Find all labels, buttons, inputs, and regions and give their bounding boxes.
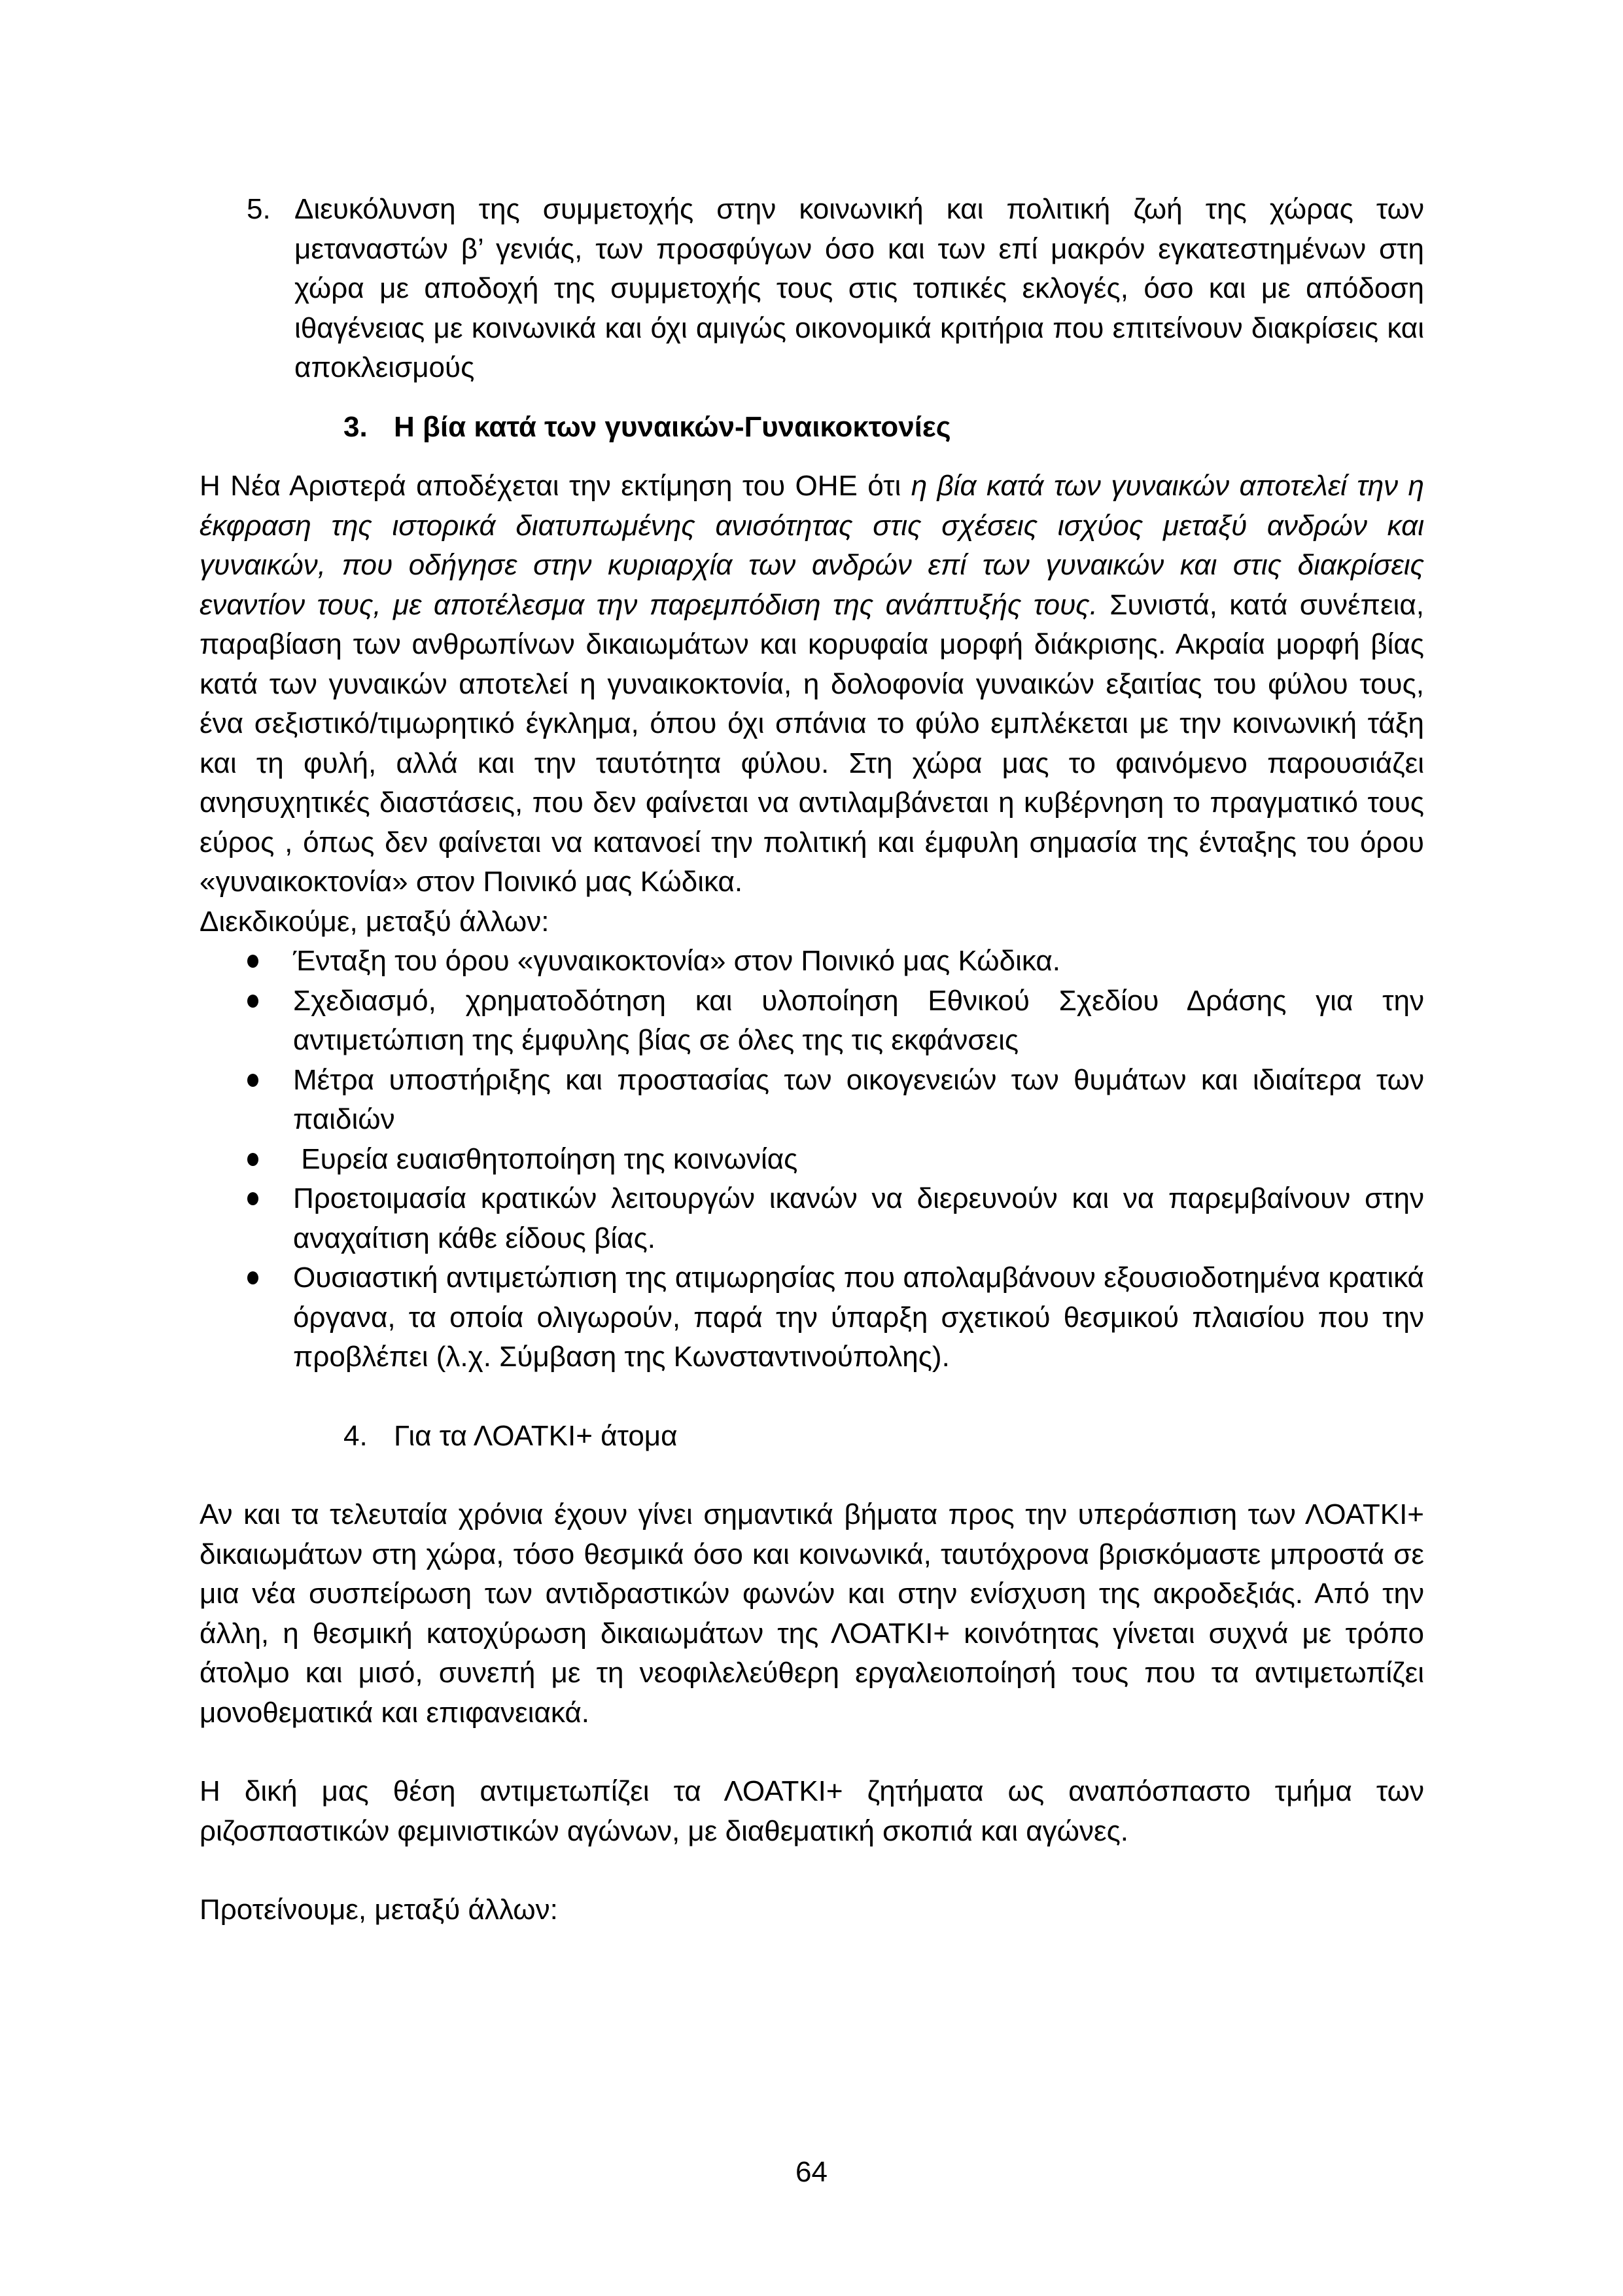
bullet-icon — [247, 955, 258, 968]
list-item-text: Διευκόλυνση της συμμετοχής στην κοινωνική και πολιτική ζωή της χώρας των μεταναστών β’ γενιάς, των προσφύγων όσο και των επί μακρόν εγκατεστημένων στη χώρα με αποδοχή της συμμετοχής τους στις τοπικές εκλογές, όσο και με απόδοση ιθαγένειας με κοινωνικά και όχι αμιγώς οικονομικά κριτήρια που επιτείνουν διακρίσεις και αποκλεισμούς — [294, 193, 1424, 383]
list-item-5 — [200, 190, 1424, 388]
violence-intro-paragraph — [200, 467, 1424, 902]
demand-item — [200, 942, 1424, 981]
bullet-icon — [247, 1271, 258, 1284]
bullet-icon — [247, 1153, 258, 1166]
demands-label: Διεκδικούμε, μεταξύ άλλων: — [200, 905, 550, 938]
demand-item — [200, 1140, 1424, 1180]
page-content — [200, 190, 1424, 1930]
demand-text: Προετοιμασία κρατικών λειτουργών ικανών να διερευνούν και να παρεμβαίνουν στην αναχαίτιση κάθε είδους βίας. — [293, 1182, 1424, 1254]
un-quote-italic: η βία κατά των γυναικών αποτελεί την η έκφραση της ιστορικά διατυπωμένης ανισότητας στις σχέσεις ισχύος μεταξύ ανδρών και γυναικών, που οδήγησε στην κυριαρχία των ανδρών επί των γυναικών και στις διακρίσεις εναντίον τους, με αποτέλεσμα την παρεμπόδιση της ανάπτυξής τους. — [200, 470, 1424, 621]
proposals-label: Προτείνουμε, μεταξύ άλλων: — [200, 1894, 558, 1926]
demands-list — [200, 942, 1424, 1377]
bullet-icon — [247, 995, 258, 1008]
demand-item — [200, 1061, 1424, 1140]
lgbtqi-paragraph-2: Η δική μας θέση αντιμετωπίζει τα ΛΟΑΤΚΙ+ ζητήματα ως αναπόσπαστο τμήμα των ριζοσπαστικών φεμινιστικών αγώνων, με διαθεματική σκοπιά και αγώνες. — [200, 1775, 1424, 1847]
lgbtqi-paragraph-1: Αν και τα τελευταία χρόνια έχουν γίνει σημαντικά βήματα προς την υπεράσπιση των ΛΟΑΤΚΙ+ δικαιωμάτων στη χώρα, τόσο θεσμικά όσο και κοινωνικά, ταυτόχρονα βρισκόμαστε μπροστά σε μια νέα συσπείρωση των αντιδραστικών φωνών και στην ενίσχυση της ακροδεξιάς. Από την άλλη, η θεσμική κατοχύρωση δικαιωμάτων της ΛΟΑΤΚΙ+ κοινότητας γίνεται συχνά με τρόπο άτολμο και μισό, συνεπή με τη νεοφιλελεύθερη εργαλειοποίησή τους που τα αντιμετωπίζει μονοθεματικά και επιφανειακά. — [200, 1498, 1424, 1729]
heading-number: 3. — [343, 410, 368, 443]
page-number: 64 — [795, 2156, 828, 2188]
demand-text: Ουσιαστική αντιμετώπιση της ατιμωρησίας που απολαμβάνουν εξουσιοδοτημένα κρατικά όργανα, τα οποία ολιγωρούν, παρά την ύπαρξη σχετικού θεσμικού πλαισίου που την προβλέπει (λ.χ. Σύμβαση της Κωνσταντινούπολης). — [293, 1262, 1424, 1373]
list-number: 5. — [247, 193, 271, 225]
demand-text: Ένταξη του όρου «γυναικοκτονία» στον Ποινικό μας Κώδικα. — [293, 945, 1061, 977]
demand-text: Ευρεία ευαισθητοποίηση της κοινωνίας — [293, 1142, 798, 1175]
bullet-icon — [247, 1192, 258, 1205]
heading-title: Η βία κατά των γυναικών-Γυναικοκτονίες — [394, 410, 951, 443]
section-heading-lgbtqi — [200, 1417, 1424, 1457]
demand-text: Σχεδιασμό, χρηματοδότηση και υλοποίηση Εθνικού Σχεδίου Δράσης για την αντιμετώπιση της έμφυλης βίας σε όλες της τις εκφάνσεις — [293, 984, 1424, 1056]
demand-text: Μέτρα υποστήριξης και προστασίας των οικογενειών των θυμάτων και ιδιαίτερα των παιδιών — [293, 1063, 1424, 1135]
bullet-icon — [247, 1074, 258, 1087]
heading-number: 4. — [343, 1419, 368, 1452]
demand-item — [200, 981, 1424, 1061]
section-heading-violence — [200, 408, 1424, 448]
demand-item — [200, 1258, 1424, 1377]
heading-title: Για τα ΛΟΑΤΚΙ+ άτομα — [394, 1419, 678, 1452]
intro-plain-text: Η Νέα Αριστερά αποδέχεται την εκτίμηση του ΟΗΕ ότι — [200, 470, 911, 502]
intro-rest-text: Συνιστά, κατά συνέπεια, παραβίαση των ανθρωπίνων δικαιωμάτων και κορυφαία μορφή διάκρισης. Ακραία μορφή βίας κατά των γυναικών αποτελεί η γυναικοκτονία, η δολοφονία γυναικών εξαιτίας του φύλου τους, ένα σεξιστικό/τιμωρητικό έγκλημα, όπου όχι σπάνια το φύλο εμπλέκεται με την κοινωνική τάξη και τη φυλή, αλλά και την ταυτότητα φύλου. Στη χώρα μας το φαινόμενο παρουσιάζει ανησυχητικές διαστάσεις, που δεν φαίνεται να αντιλαμβάνεται η κυβέρνηση το πραγματικό τους εύρος , όπως δεν φαίνεται να κατανοεί την πολιτική και έμφυλη σημασία της ένταξης του όρου «γυναικοκτονία» στον Ποινικό μας Κώδικα. — [200, 588, 1424, 898]
demand-item — [200, 1179, 1424, 1258]
